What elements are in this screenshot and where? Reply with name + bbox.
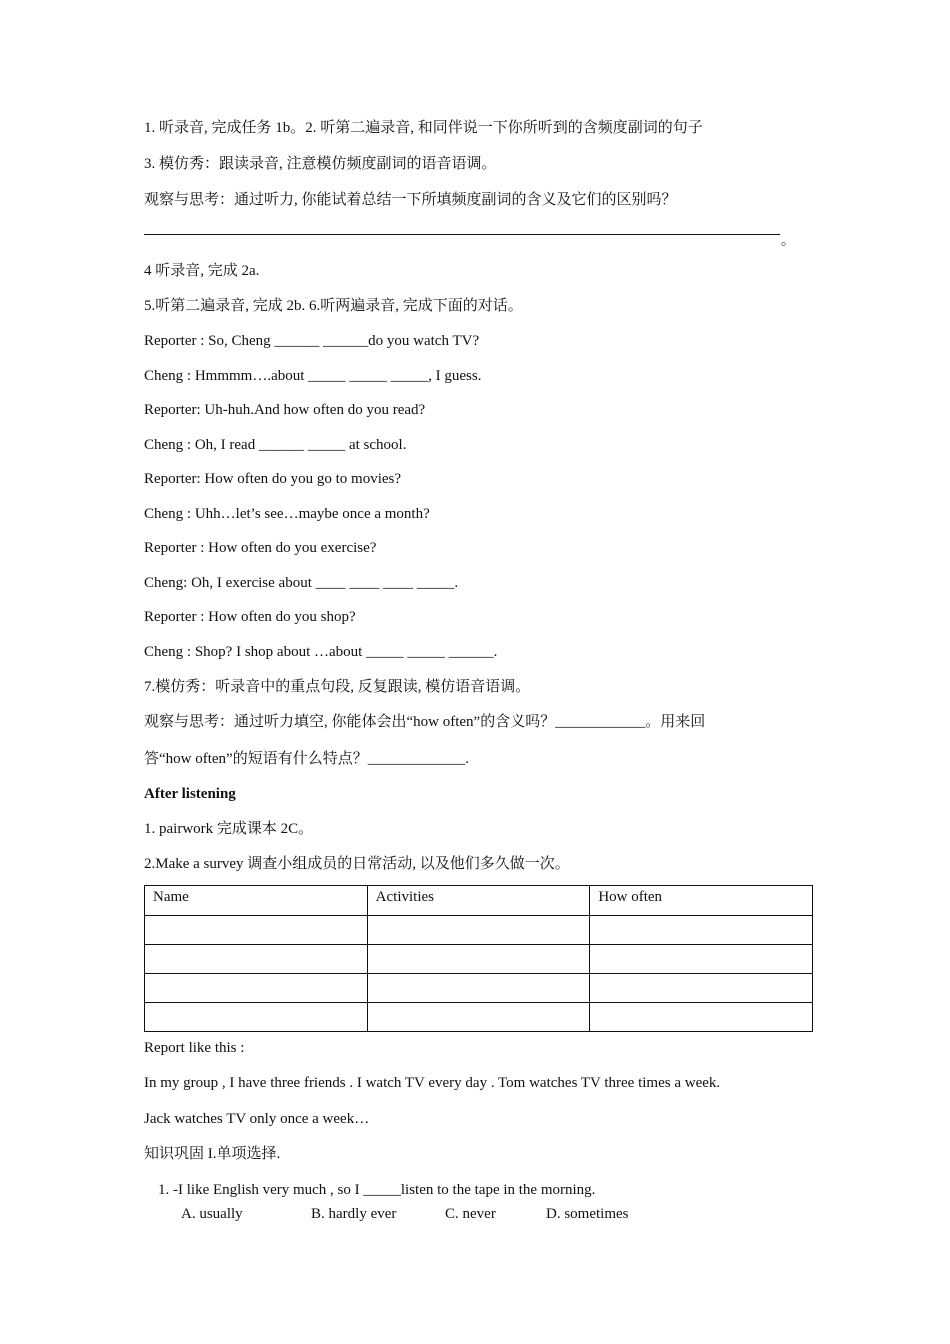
report-label: Report like this : bbox=[144, 1040, 245, 1056]
dialog-line-5: Reporter: How often do you go to movies? bbox=[144, 471, 402, 487]
option-a: A. usually bbox=[181, 1206, 243, 1222]
option-c: C. never bbox=[445, 1206, 496, 1222]
table-header-name: Name bbox=[145, 886, 368, 916]
task-4-line: 4 听录音, 完成 2a. bbox=[144, 263, 260, 279]
table-cell bbox=[367, 945, 590, 974]
question-1: 1. -I like English very much , so I _____listen to the tape in the morning. bbox=[158, 1182, 596, 1198]
dialog-line-4: Cheng : Oh, I read ______ _____ at school. bbox=[144, 437, 407, 453]
task-1-2-line: 1. 听录音, 完成任务 1b。2. 听第二遍录音, 和同伴说一下你所听到的含频度副词的句子 bbox=[144, 120, 703, 136]
table-cell bbox=[590, 974, 813, 1003]
table-cell bbox=[145, 974, 368, 1003]
observe-think-line-1: 观察与思考：通过听力, 你能试着总结一下所填频度副词的含义及它们的区别吗？ bbox=[144, 192, 677, 208]
dialog-line-9: Reporter : How often do you shop? bbox=[144, 609, 356, 625]
dialog-line-7: Reporter : How often do you exercise? bbox=[144, 540, 377, 556]
dialog-line-6: Cheng : Uhh…let’s see…maybe once a month? bbox=[144, 506, 430, 522]
table-row bbox=[145, 974, 813, 1003]
option-d: D. sometimes bbox=[546, 1206, 629, 1222]
report-example-line-2: Jack watches TV only once a week… bbox=[144, 1111, 370, 1127]
table-cell bbox=[145, 916, 368, 945]
survey-table bbox=[144, 885, 813, 1032]
exercise-heading: 知识巩固 I.单项选择. bbox=[144, 1146, 281, 1162]
observe-think-line-3: 答“how often”的短语有什么特点？_____________. bbox=[144, 751, 469, 767]
answer-underline bbox=[144, 234, 780, 235]
answer-underline-period: 。 bbox=[781, 234, 795, 249]
dialog-line-3: Reporter: Uh-huh.And how often do you read? bbox=[144, 402, 426, 418]
observe-think-line-2: 观察与思考：通过听力填空, 你能体会出“how often”的含义吗？____________。用来回 bbox=[144, 714, 706, 730]
table-cell bbox=[367, 974, 590, 1003]
table-cell bbox=[590, 916, 813, 945]
table-header-row bbox=[145, 886, 813, 916]
task-5-6-line: 5.听第二遍录音, 完成 2b. 6.听两遍录音, 完成下面的对话。 bbox=[144, 298, 523, 314]
dialog-line-10: Cheng : Shop? I shop about …about _____ _____ ______. bbox=[144, 644, 498, 660]
table-cell bbox=[590, 945, 813, 974]
table-row bbox=[145, 1003, 813, 1032]
table-header-how-often: How often bbox=[590, 886, 813, 916]
after-listening-heading: After listening bbox=[144, 786, 236, 802]
survey-instruction-line: 2.Make a survey 调查小组成员的日常活动, 以及他们多久做一次。 bbox=[144, 856, 570, 872]
table-row bbox=[145, 916, 813, 945]
dialog-line-2: Cheng : Hmmmm….about _____ _____ _____, I guess. bbox=[144, 368, 482, 384]
dialog-line-1: Reporter : So, Cheng ______ ______do you watch TV? bbox=[144, 333, 480, 349]
table-header-activities: Activities bbox=[367, 886, 590, 916]
report-example-line-1: In my group , I have three friends . I watch TV every day . Tom watches TV three times a week. bbox=[144, 1075, 721, 1091]
pairwork-line: 1. pairwork 完成课本 2C。 bbox=[144, 821, 314, 837]
table-row bbox=[145, 945, 813, 974]
dialog-line-8: Cheng: Oh, I exercise about ____ ____ ____ _____. bbox=[144, 575, 459, 591]
task-3-line: 3. 模仿秀：跟读录音, 注意模仿频度副词的语音语调。 bbox=[144, 156, 497, 172]
table-cell bbox=[145, 1003, 368, 1032]
task-7-line: 7.模仿秀：听录音中的重点句段, 反复跟读, 模仿语音语调。 bbox=[144, 679, 531, 695]
option-b: B. hardly ever bbox=[311, 1206, 397, 1222]
table-cell bbox=[145, 945, 368, 974]
table-cell bbox=[367, 916, 590, 945]
table-cell bbox=[367, 1003, 590, 1032]
table-cell bbox=[590, 1003, 813, 1032]
